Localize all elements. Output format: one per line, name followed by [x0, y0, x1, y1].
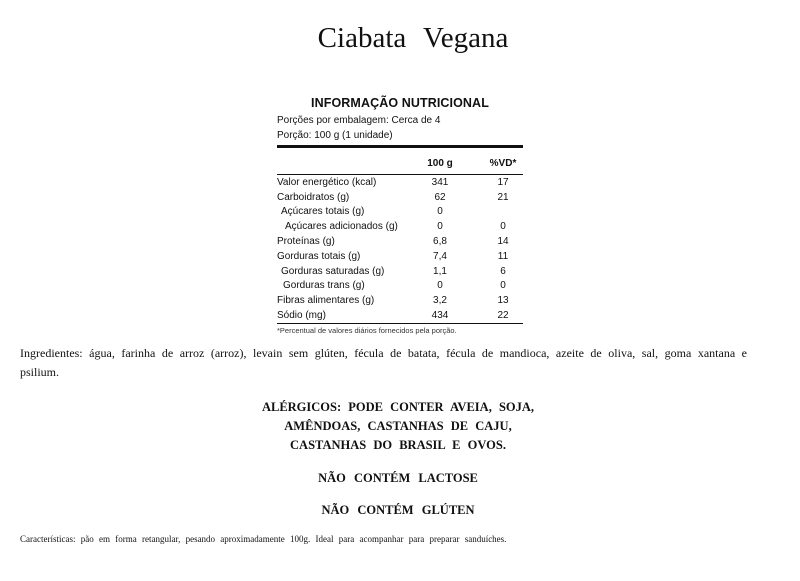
nutrient-row [277, 264, 523, 279]
servings-per-package: Porções por embalagem: Cerca de 4 [277, 115, 441, 126]
nutrient-label: Proteínas (g) [277, 236, 335, 248]
nutrient-dv: 0 [500, 221, 506, 233]
allergen-line: AMÊNDOAS, CASTANHAS DE CAJU, [284, 419, 512, 433]
nutrient-dv: 17 [497, 176, 509, 188]
ingredients-text: Ingredientes: água, farinha de arroz (arroz), levain sem glúten, fécula de batata, fécula de mandioca, azeite de oliva, sal, goma xantana e psilium. [20, 346, 747, 379]
product-title: Ciabata Vegana [317, 22, 509, 54]
nutrient-amount: 0 [437, 206, 443, 218]
nutrient-label: Sódio (mg) [277, 310, 326, 322]
nutrient-label: Gorduras saturadas (g) [281, 265, 385, 277]
serving-size: Porção: 100 g (1 unidade) [277, 130, 393, 141]
column-header-dv: %VD* [489, 157, 517, 169]
nutrient-amount: 7,4 [433, 250, 447, 262]
product-features: Características: pão em forma retangular, pesando aproximadamente 100g. Ideal para acompanhar para preparar sanduíches. [20, 534, 507, 544]
nutrient-dv: 0 [500, 280, 506, 292]
nutrient-amount: 0 [437, 280, 443, 292]
nutrient-dv: 22 [497, 310, 509, 322]
allergen-line: CASTANHAS DO BRASIL E OVOS. [290, 438, 506, 452]
nutrient-amount: 1,1 [433, 265, 447, 277]
nutrient-label: Carboidratos (g) [277, 191, 350, 203]
nutrient-row [277, 190, 523, 205]
nutrient-row [277, 279, 523, 294]
bottom-divider [277, 323, 523, 324]
column-header-amount: 100 g [427, 157, 453, 169]
nutrient-label: Açúcares totais (g) [281, 206, 365, 218]
nutrient-label: Gorduras totais (g) [277, 250, 361, 262]
lactose-notice: NÃO CONTÉM LACTOSE [318, 471, 478, 485]
nutrient-label: Gorduras trans (g) [283, 280, 365, 292]
nutrient-row [277, 293, 523, 308]
allergen-warning [0, 398, 796, 455]
nutrient-amount: 3,2 [433, 295, 447, 307]
nutrition-heading: INFORMAÇÃO NUTRICIONAL [311, 96, 489, 110]
nutrient-label: Valor energético (kcal) [277, 176, 377, 188]
nutrient-label: Fibras alimentares (g) [277, 295, 375, 307]
nutrient-amount: 0 [437, 221, 443, 233]
nutrient-amount: 62 [434, 191, 446, 203]
nutrient-amount: 434 [431, 310, 449, 322]
allergen-line: ALÉRGICOS: PODE CONTER AVEIA, SOJA, [261, 400, 535, 414]
nutrition-footnote: *Percentual de valores diários fornecidos pela porção. [277, 325, 457, 335]
nutrient-row [277, 219, 523, 234]
nutrient-dv: 6 [500, 265, 506, 277]
nutrient-dv: 11 [497, 250, 509, 262]
column-header-row [277, 148, 523, 174]
nutrient-row [277, 234, 523, 249]
nutrient-row [277, 175, 523, 190]
gluten-notice: NÃO CONTÉM GLÚTEN [321, 503, 475, 517]
nutrient-row [277, 308, 523, 323]
nutrient-row [277, 205, 523, 220]
nutrient-label: Açúcares adicionados (g) [285, 221, 398, 233]
nutrient-dv: 14 [497, 236, 509, 248]
nutrient-dv: 21 [497, 191, 509, 203]
nutrient-amount: 341 [431, 176, 449, 188]
nutrient-row [277, 249, 523, 264]
nutrition-facts-table [277, 96, 523, 335]
nutrient-amount: 6,8 [433, 236, 447, 248]
nutrient-dv: 13 [497, 295, 509, 307]
